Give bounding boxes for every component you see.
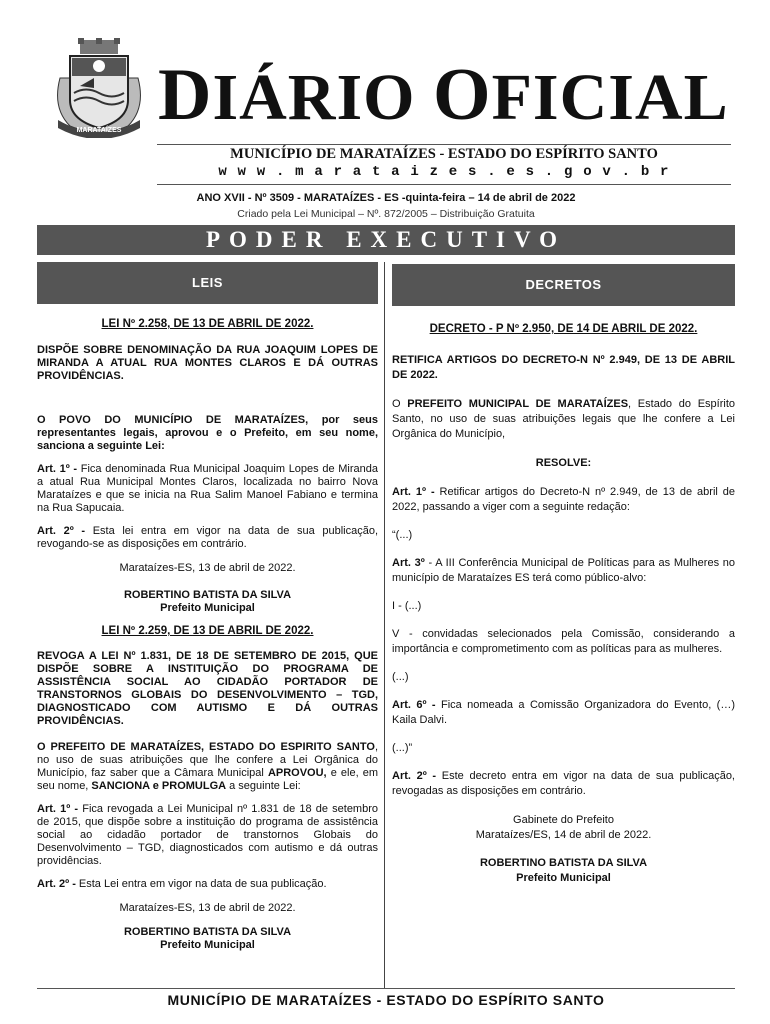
- law-2259-art1: Art. 1º - Fica revogada a Lei Municipal nº 1.831 de 18 de setembro de 2015, que dispõe sobre a instituição do programa de assistência social ao cidadão portador de transtornos Globais do Desenvolvimento – TGD, diagnosticados com autismo e dá outras providências.: [37, 803, 378, 867]
- website-link[interactable]: w w w . m a r a t a i z e s . e s . g o v . b r: [218, 164, 670, 180]
- law-2258-place-date: Marataízes-ES, 13 de abril de 2022.: [119, 562, 296, 574]
- law-2259-summary: REVOGA A LEI Nº 1.831, DE 18 DE SETEMBRO DE 2015, QUE DISPÕE SOBRE A INSTITUIÇÃO DO PROGRAMA DE ASSISTÊNCIA SOCIAL AO CIDADÃO PORTADOR DE TRANSTORNOS GLOBAIS DO DESENVOLVIMENTO – TGD, DIAGNOSTICADO COM AUTISMO E DÁ OUTRAS PROVIDÊNCIAS.: [37, 650, 378, 727]
- municipality-line: MUNICÍPIO DE MARATAÍZES - ESTADO DO ESPÍRITO SANTO: [230, 146, 658, 162]
- law-2259-art2: Art. 2º - Esta Lei entra em vigor na data de sua publicação.: [37, 878, 327, 890]
- law-2258-art2: Art. 2º - Esta lei entra em vigor na data de sua publicação, revogando-se as disposições em contrário.: [37, 525, 378, 550]
- decree-art6: Art. 6º - Fica nomeada a Comissão Organizadora do Evento, (…) Kaila Dalvi.: [392, 699, 735, 726]
- law-2259-heading: LEI Nº 2.259, DE 13 DE ABRIL DE 2022.: [101, 625, 314, 637]
- law-2258-heading: LEI Nº 2.258, DE 13 DE ABRIL DE 2022.: [101, 318, 314, 330]
- decree-signer: ROBERTINO BATISTA DA SILVA: [479, 857, 648, 869]
- title-ficial: FICIAL: [491, 61, 729, 134]
- section-band: PODER EXECUTIVO: [37, 225, 735, 255]
- decree-2950-heading: DECRETO - P Nº 2.950, DE 14 DE ABRIL DE 2022.: [429, 323, 698, 335]
- decree-art3: Art. 3º - A III Conferência Municipal de Políticas para as Mulheres no município de Marataízes ES terá como público-alvo:: [392, 557, 735, 584]
- decree-resolve: RESOLVE:: [535, 457, 592, 469]
- law-2258-signer: ROBERTINO BATISTA DA SILVA: [123, 589, 292, 601]
- law-2258-summary: DISPÕE SOBRE DENOMINAÇÃO DA RUA JOAQUIM LOPES DE MIRANDA A ATUAL RUA MONTES CLAROS E DÁ OUTRAS PROVIDÊNCIAS.: [37, 344, 378, 382]
- column-divider: [384, 262, 385, 988]
- leis-column: [37, 318, 378, 952]
- law-2259-signer-role: Prefeito Municipal: [160, 939, 255, 951]
- law-2259-preamble: O PREFEITO DE MARATAÍZES, ESTADO DO ESPIRITO SANTO, no uso de suas atribuições que lhe confere a Lei Orgânica do Município, faz saber que a Câmara Municipal APROVOU, e ele, em seu nome, SANCIONA e PROMULGA a seguinte Lei:: [37, 741, 378, 792]
- decree-item-v: V - convidadas selecionados pela Comissão, considerando a importância e comprometimento com as políticas para as mulheres.: [392, 628, 735, 655]
- decree-item-i: I - (...): [392, 600, 422, 612]
- title-initial-o: O: [433, 54, 492, 136]
- municipal-crest: [50, 38, 148, 138]
- leis-section-bar: LEIS: [37, 262, 378, 304]
- decree-art2: Art. 2º - Este decreto entra em vigor na data de sua publicação, revogadas as disposições em contrário.: [392, 770, 735, 797]
- decretos-column: [392, 322, 735, 886]
- law-2258-art1: Art. 1º - Fica denominada Rua Municipal Joaquim Lopes de Miranda a atual Rua Municipal Montes Claros, localizada no bairro Nova Marataízes e que se inicia na Rua Salim Manoel Fabiano e termina na Rua Sapucaia.: [37, 463, 378, 514]
- page-footer: MUNICÍPIO DE MARATAÍZES - ESTADO DO ESPÍRITO SANTO: [167, 992, 605, 1008]
- decree-quote-open: “(...): [392, 529, 413, 541]
- decree-signer-role: Prefeito Municipal: [516, 872, 611, 884]
- decree-quote-close: (...)”: [392, 742, 413, 754]
- title-iario: IÁRIO: [212, 61, 416, 134]
- title-initial-d: D: [158, 54, 213, 136]
- law-2259-place-date: Marataízes-ES, 13 de abril de 2022.: [119, 902, 296, 914]
- edition-info: ANO XVII - Nº 3509 - MARATAÍZES - ES -quinta-feira – 14 de abril de 2022: [196, 192, 576, 204]
- creation-info: Criado pela Lei Municipal – Nº. 872/2005 – Distribuição Gratuita: [237, 208, 535, 220]
- law-2259-signer: ROBERTINO BATISTA DA SILVA: [123, 926, 292, 938]
- decree-cabinet: Gabinete do Prefeito: [513, 814, 614, 826]
- footer-rule: [37, 988, 735, 989]
- page-title: [158, 54, 738, 136]
- decree-ellipsis: (...): [392, 671, 409, 683]
- decree-2950-intro: O PREFEITO MUNICIPAL DE MARATAÍZES, Estado do Espírito Santo, no uso de suas atribuições legais que lhe confere a Lei Orgânica do Município,: [392, 398, 735, 440]
- decretos-section-bar: DECRETOS: [392, 264, 735, 306]
- law-2258-signer-role: Prefeito Municipal: [160, 602, 255, 614]
- law-2258-preamble: O POVO DO MUNICÍPIO DE MARATAÍZES, por seus representantes legais, aprovou e o Prefeito, em seu nome, sanciona a seguinte Lei:: [37, 414, 378, 452]
- header-rule-top: [157, 144, 731, 145]
- crest-banner-text: MARATAÍZES: [76, 127, 122, 134]
- decree-place-date: Marataízes/ES, 14 de abril de 2022.: [475, 829, 652, 841]
- decree-2950-summary: RETIFICA ARTIGOS DO DECRETO-N Nº 2.949, DE 13 DE ABRIL DE 2022.: [392, 354, 735, 381]
- header-rule-bottom: [157, 184, 731, 185]
- decree-art1: Art. 1º - Retificar artigos do Decreto-N nº 2.949, de 13 de abril de 2022, passando a viger com a seguinte redação:: [392, 486, 736, 513]
